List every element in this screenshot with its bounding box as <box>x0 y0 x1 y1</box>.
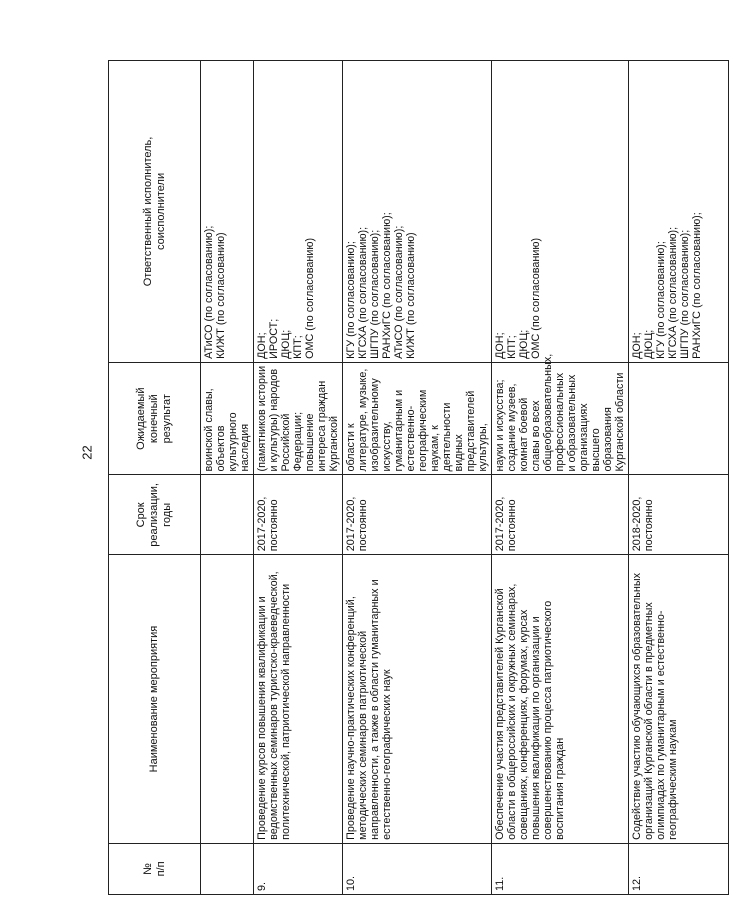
cell-term: 2018-2020, постоянно <box>629 475 729 555</box>
cell-result: воинской славы, объектов культурного наследия <box>201 362 254 475</box>
cell-result: науки и искусства; создание музеев, комнат боевой славы во всех общеобразовательных, профессиональных и образовательных организациях высшего образования Курганской области <box>492 362 629 475</box>
cell-num: 10. <box>343 843 492 894</box>
header-row <box>109 61 201 895</box>
cell-name: Проведение курсов повышения квалификации и ведомственных семинаров туристско-краеведческой, политехнической, патриотической направленности <box>254 555 343 844</box>
header-responsible: Ответственный исполнитель, соисполнители <box>109 61 201 363</box>
table-row <box>343 61 492 895</box>
page-number-text: 22 <box>79 444 95 460</box>
cell-num <box>201 843 254 894</box>
cell-num: 12. <box>629 843 729 894</box>
cell-num: 11. <box>492 843 629 894</box>
header-num: № п/п <box>109 843 201 894</box>
cell-name: Содействие участию обучающихся образовательных организаций Курганской области в предметных олимпиадах по гуманитарным и естественно-географическим наукам <box>629 555 729 844</box>
table-row <box>492 61 629 895</box>
cell-responsible: ДОН; КПТ; ДЮЦ; ОМС (по согласованию) <box>492 61 629 363</box>
cell-term: 2017-2020, постоянно <box>254 475 343 555</box>
cell-responsible: КГУ (по согласованию); КГСХА (по согласованию); ШГПУ (по согласованию); РАНХиГС (по согласованию); АТиСО (по согласованию); КИЖТ (по согласованию) <box>343 61 492 363</box>
table-header <box>109 61 201 895</box>
header-term: Срок реализации, годы <box>109 475 201 555</box>
cell-num: 9. <box>254 843 343 894</box>
cell-responsible: ДОН; ДЮЦ; КГУ (по согласованию); КГСХА (по согласованию); ШГПУ (по согласованию); РАНХиГС (по согласованию); <box>629 61 729 363</box>
activities-table <box>108 60 729 895</box>
table-body <box>201 61 729 895</box>
cell-result <box>629 362 729 475</box>
cell-term <box>201 475 254 555</box>
cell-result: области к литературе, музыке, изобразительному искусству, гуманитарным и естественно-географическим наукам, к деятельности видных представителей культуры, <box>343 362 492 475</box>
cell-responsible: ДОН; ИРОСТ; ДЮЦ; КПТ; ОМС (по согласованию) <box>254 61 343 363</box>
cell-responsible: АТиСО (по согласованию); КИЖТ (по согласованию) <box>201 61 254 363</box>
table-row <box>254 61 343 895</box>
header-name: Наименование мероприятия <box>109 555 201 844</box>
table-row <box>629 61 729 895</box>
table-row <box>201 61 254 895</box>
cell-name: Проведение научно-практических конференций, методических семинаров патриотической направленности, а также в области гуманитарных и естественно-географических наук <box>343 555 492 844</box>
cell-term: 2017-2020, постоянно <box>343 475 492 555</box>
cell-name: Обеспечение участия представителей Курганской области в общероссийских и окружных семинарах, совещаниях, конференциях, форумах, курсах повышения квалификации по организации и совершенствованию процесса патриотического воспитания граждан <box>492 555 629 844</box>
cell-term: 2017-2020, постоянно <box>492 475 629 555</box>
cell-result: (памятников истории и культуры) народов Российской Федерации; повышение интереса граждан Курганской <box>254 362 343 475</box>
page-number <box>75 432 99 472</box>
header-result: Ожидаемый конечный результат <box>109 362 201 475</box>
cell-name <box>201 555 254 844</box>
rotated-table-container <box>108 60 703 895</box>
